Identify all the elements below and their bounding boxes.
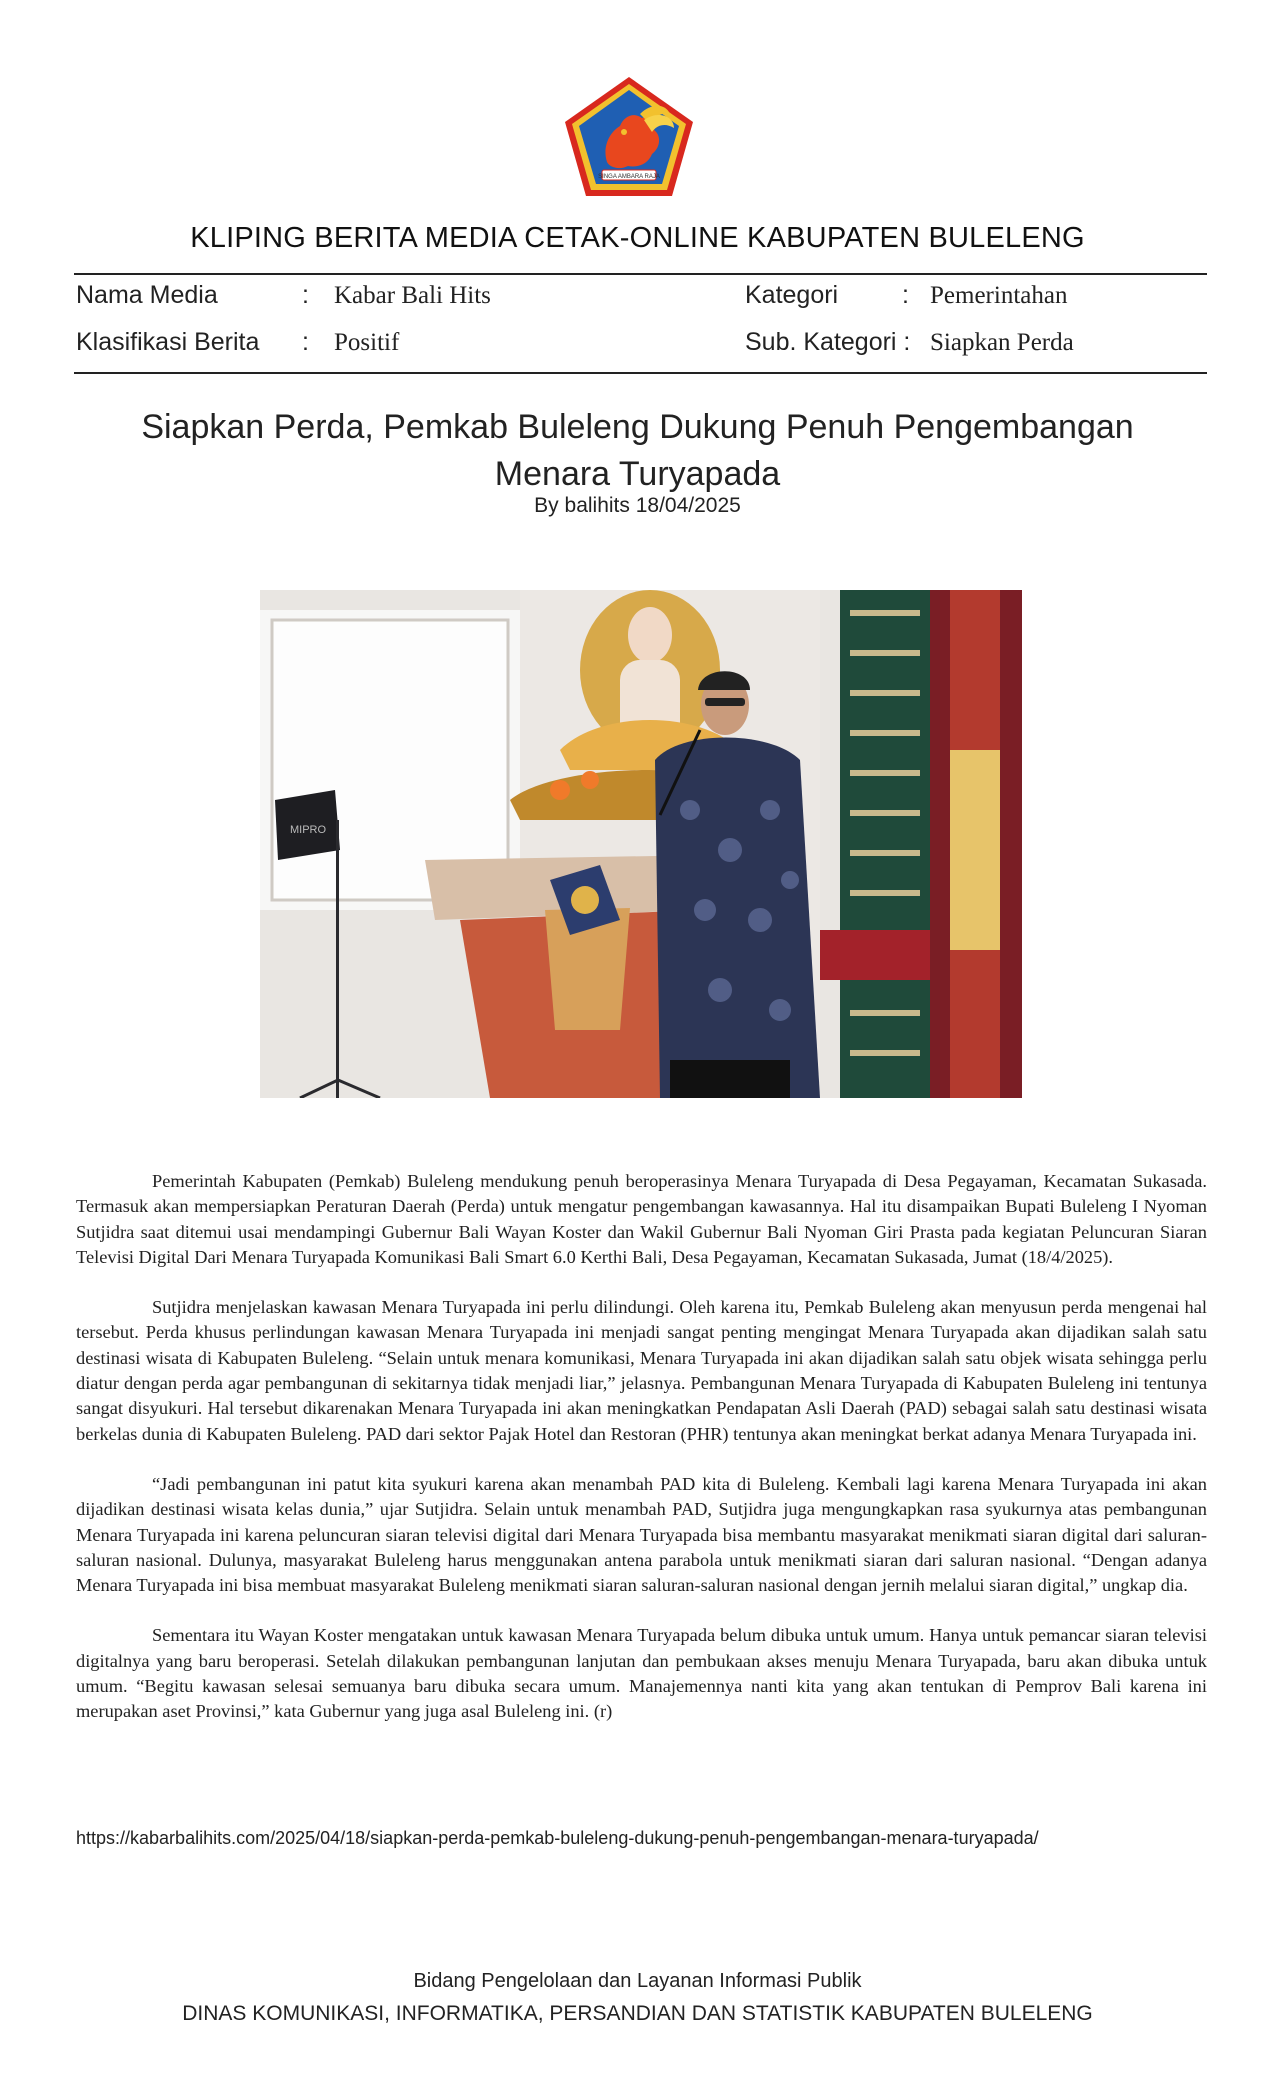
news-classification-value: Positif xyxy=(334,329,400,356)
source-url-link[interactable]: https://kabarbalihits.com/2025/04/18/siapkan-perda-pemkab-buleleng-dukung-penuh-pengembangan-menara-turyapada/ xyxy=(76,1828,1039,1848)
podium-brand-text: MIPRO xyxy=(290,824,327,836)
sub-category-label: Sub. Kategori : xyxy=(745,328,911,356)
category-separator: : xyxy=(902,281,909,309)
media-name-label: Nama Media xyxy=(76,281,218,309)
article-body xyxy=(76,1169,1207,1750)
clipping-header-title: KLIPING BERITA MEDIA CETAK-ONLINE KABUPATEN BULELENG xyxy=(190,222,1085,254)
article-paragraph-1: Pemerintah Kabupaten (Pemkab) Buleleng mendukung penuh beroperasinya Menara Turyapada di Desa Pegayaman, Kecamatan Sukasada. Termasuk akan mempersiapkan Peraturan Daerah (Perda) untuk mengatur pengembangan kawasannya. Hal itu disampaikan Bupati Buleleng I Nyoman Sutjidra saat ditemui usai mendampingi Gubernur Bali Wayan Koster dan Wakil Gubernur Bali Nyoman Giri Prasta pada kegiatan Peluncuran Siaran Televisi Digital Dari Menara Turyapada Komunikasi Bali Smart 6.0 Kerthi Bali, Desa Pegayaman, Kecamatan Sukasada, Jumat (18/4/2025). xyxy=(76,1171,1207,1267)
news-classification-label: Klasifikasi Berita xyxy=(76,328,260,356)
logo-motto-text: SINGA AMBARA RAJA xyxy=(598,174,660,180)
footer-agency-name: DINAS KOMUNIKASI, INFORMATIKA, PERSANDIAN DAN STATISTIK KABUPATEN BULELENG xyxy=(182,2002,1093,2025)
article-title-line-1: Siapkan Perda, Pemkab Buleleng Dukung Penuh Pengembangan xyxy=(141,408,1134,446)
article-paragraph-3: “Jadi pembangunan ini patut kita syukuri karena akan menambah PAD kita di Buleleng. Kembali lagi karena Menara Turyapada ini akan dijadikan destinasi wisata kelas dunia,” ujar Sutjidra. Selain untuk menambah PAD, Sutjidra juga mengungkapkan rasa syukurnya atas pembangunan Menara Turyapada ini karena peluncuran siaran televisi digital dari Menara Turyapada bisa membantu masyarakat menikmati siaran digital dari saluran-saluran nasional. Dulunya, masyarakat Buleleng harus menggunakan antena parabola untuk menikmati siaran dari saluran nasional. “Dengan adanya Menara Turyapada ini bisa membuat masyarakat Buleleng menikmati siaran saluran-saluran nasional dengan jernih melalui siaran digital,” ungkap dia. xyxy=(76,1473,1207,1596)
category-value: Pemerintahan xyxy=(930,282,1068,309)
media-name-value: Kabar Bali Hits xyxy=(334,282,491,309)
regency-emblem-logo xyxy=(562,74,696,200)
header-top-divider xyxy=(74,273,1207,275)
article-byline: By balihits 18/04/2025 xyxy=(534,494,741,517)
footer-division-name: Bidang Pengelolaan dan Layanan Informasi Publik xyxy=(413,1970,862,1992)
article-paragraph-4: Sementara itu Wayan Koster mengatakan untuk kawasan Menara Turyapada belum dibuka untuk umum. Hanya untuk pemancar siaran televisi digitalnya yang baru beroperasi. Setelah dilakukan pembangunan lanjutan dan pembukaan akses menuju Menara Turyapada, baru akan dibuka untuk umum. “Begitu kawasan selesai semuanya baru dibuka secara umum. Manajemennya nanti kita yang akan tentukan di Pemprov Bali karena ini merupakan aset Provinsi,” kata Gubernur yang juga asal Buleleng ini. (r) xyxy=(76,1625,1207,1722)
article-title-line-2: Menara Turyapada xyxy=(494,455,781,493)
article-title xyxy=(100,404,1175,498)
media-name-separator: : xyxy=(302,281,309,309)
article-photo xyxy=(260,590,1022,1098)
article-paragraph-2: Sutjidra menjelaskan kawasan Menara Turyapada ini perlu dilindungi. Oleh karena itu, Pemkab Buleleng akan menyusun perda mengenai hal tersebut. Perda khusus perlindungan kawasan Menara Turyapada ini menjadi sangat penting mengingat Menara Turyapada akan dijadikan salah satu destinasi wisata di Kabupaten Buleleng. “Selain untuk menara komunikasi, Menara Turyapada ini akan dijadikan salah satu objek wisata sehingga perlu diatur dengan perda agar pembangunan di sekitarnya tidak menjadi liar,” jelasnya. Pembangunan Menara Turyapada di Kabupaten Buleleng ini tentunya sangat disyukuri. Hal tersebut dikarenakan Menara Turyapada ini akan meningkatkan Pendapatan Asli Daerah (PAD) sebagai salah satu destinasi wisata berkelas dunia di Kabupaten Buleleng. PAD dari sektor Pajak Hotel dan Restoran (PHR) tentunya akan meningkat berkat adanya Menara Turyapada ini. xyxy=(76,1297,1207,1444)
sub-category-value: Siapkan Perda xyxy=(930,329,1074,356)
category-label: Kategori xyxy=(745,281,839,309)
header-bottom-divider xyxy=(74,372,1207,374)
news-classification-separator: : xyxy=(302,328,309,356)
